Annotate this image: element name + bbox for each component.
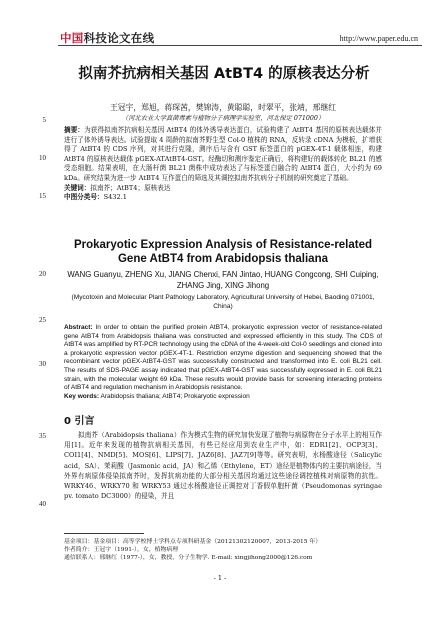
line-number: 40 bbox=[39, 500, 46, 508]
logo-prefix: 中国 bbox=[60, 31, 84, 45]
line-number: 30 bbox=[39, 360, 46, 368]
site-logo[interactable] bbox=[60, 30, 154, 46]
line-number: 10 bbox=[39, 154, 46, 162]
page-header bbox=[0, 0, 440, 52]
abstract-zh-block bbox=[64, 126, 382, 203]
line-number: 15 bbox=[39, 192, 46, 200]
paper-title-zh: 拟南芥抗病相关基因 AtBT4 的原核表达分析 bbox=[78, 66, 370, 82]
line-number: 5 bbox=[42, 116, 46, 124]
abstract-en-text: In order to obtain the purified protein AtBT4, prokaryotic expression vector of resistance-related gene AtBT4 from Arabidopsis thaliana was constructed and expressed efficiently in this study. The CDS of AtBT4 was amplified by RT-PCR technology using the cDNA of the 4-week-old Col-0 seedlings and cloned into a prokaryotic expression vector pGEX-4T-1. Restriction enzyme digestion and sequencing showed that the recombinant vector pGEX-AtBT4-GST was successfully constructed and transformed into E. coli BL21 cell. The results of SDS-PAGE assay indicated that pGEX-AtBT4-GST was successfully expressed in E. coli BL21 strain, with the molecular weight 69 kDa. These results would provide basis for screening interacting proteins of AtBT4 and regulation mechanism in Arabidopsis resistance. bbox=[64, 324, 382, 392]
affiliation-en: (Mycotoxin and Molecular Plant Pathology Laboratory, Agricultural University of Hebei, Baoding 071001, China) bbox=[71, 294, 375, 310]
section-heading-intro: 0 引言 bbox=[64, 416, 95, 427]
paper-title-en: Prokaryotic Expression Analysis of Resistance-related Gene AtBT4 from Arabidopsis thaliana bbox=[73, 239, 373, 265]
header-rule bbox=[58, 45, 422, 46]
keywords-zh-label: 关键词： bbox=[64, 183, 91, 192]
abstract-en-label: Abstract: bbox=[64, 324, 93, 331]
abstract-zh-text: 为获得拟南芥抗病相关基因 AtBT4 的体外诱导表达蛋白，试验构建了 AtBT4 基因的原核表达载体并进行了体外诱导表达。试验提取 4 周龄的拟南芥野生型 Col-0 植株的 RNA，反转录 cDNA 为模板，扩增获得了 AtBT4 的 CDS 序列，对其进行克隆，测序后与含有 GST 标签蛋白的 pGEX-4T-1 载体相连，构建 AtBT4 的原核表达载体 pGEX-ATAtBT4-GST。经酶切和测序鉴定正确后，将构建好的载体转化 BL21 的感受态细胞。结果表明，在大肠杆菌 BL21 菌株中成功表达了与标签蛋白融合的 AtBT4 蛋白，大小约为 69 kDa。研究结果为进一步 AtBT4 互作蛋白的筛选及其调控拟南芥抗病分子机制的研究奠定了基础。 bbox=[64, 126, 382, 182]
line-number: 35 bbox=[39, 432, 46, 440]
footnote-rule bbox=[64, 533, 144, 534]
keywords-zh-text: 拟南芥；AtBT4；原核表达 bbox=[90, 183, 171, 192]
page-number: - 1 - bbox=[213, 574, 227, 582]
footnote-contact: 通信联系人：邢继红（1977-），女，教授，分子生物学. E-mail: xingjihong2000@126.com bbox=[64, 555, 313, 562]
footnotes bbox=[64, 538, 382, 563]
clc-zh-text: S432.1 bbox=[103, 193, 127, 202]
footnote-author: 作者简介：王冠宇（1991-），女，植物病理 bbox=[64, 547, 179, 554]
line-number: 25 bbox=[39, 316, 46, 324]
intro-paragraph: 拟南芥（Arabidopsis thaliana）作为模式生物的研究加快发现了植物与病原物在分子水平上的相互作用[1]。近年来发现的植物抗病相关基因，有些已经应用到农业生产中，如：EDR1[2]、OCP3[3]、COI1[4]、NMD[5]、MOS[6]、LIPS[7]、JAZ6[8]、JAZ7[9]等等。研究表明，水杨酸途径（Salicylic acid，SA）、茉莉酸（Jasmonic acid，JA）和乙烯（Ethylene，ET）途径是植物体内的主要抗病途径，当外界有病原体侵染拟南芥时，发挥抗病功能的大部分相关基因均通过这些途径调控植株对病原物的抗性。WRKY46、WRKY70 和 WRKY53 通过水杨酸途径正调控对丁香假单胞杆菌（Pseudomonas syringae pv. tomato DC3000）的侵染，并且 bbox=[64, 431, 382, 501]
logo-text: 科技论文在线 bbox=[83, 31, 155, 45]
abstract-en-block bbox=[64, 324, 382, 401]
clc-zh-label: 中图分类号： bbox=[64, 193, 104, 202]
footnote-funding: 基金项目：基金项目：高等学校博士学科点专项科研基金（20121302120007，2013-2015 年） bbox=[64, 539, 322, 545]
keywords-en-text: Arabidopsis thaliana; AtBT4; Prokaryotic expression bbox=[100, 392, 250, 400]
site-url[interactable]: http://www.paper.edu.cn bbox=[339, 34, 418, 43]
authors-zh: 王冠宇，郑旭，蒋琛茜，樊锦涛，黄聪聪，时翠平，张靖，邢继红 bbox=[109, 103, 337, 112]
line-number: 20 bbox=[39, 270, 46, 278]
affiliation-zh: （河北农业大学真菌毒素与植物分子病理学实验室，河北保定 071000） bbox=[121, 115, 325, 122]
abstract-zh-label: 摘要： bbox=[64, 126, 85, 134]
keywords-en-label: Key words: bbox=[64, 392, 100, 400]
authors-en: WANG Guanyu, ZHENG Xu, JIANG Chenxi, FAN Jintao, HUANG Congcong, SHI Cuiping, ZHANG Jing, XING Jihong bbox=[67, 270, 379, 290]
